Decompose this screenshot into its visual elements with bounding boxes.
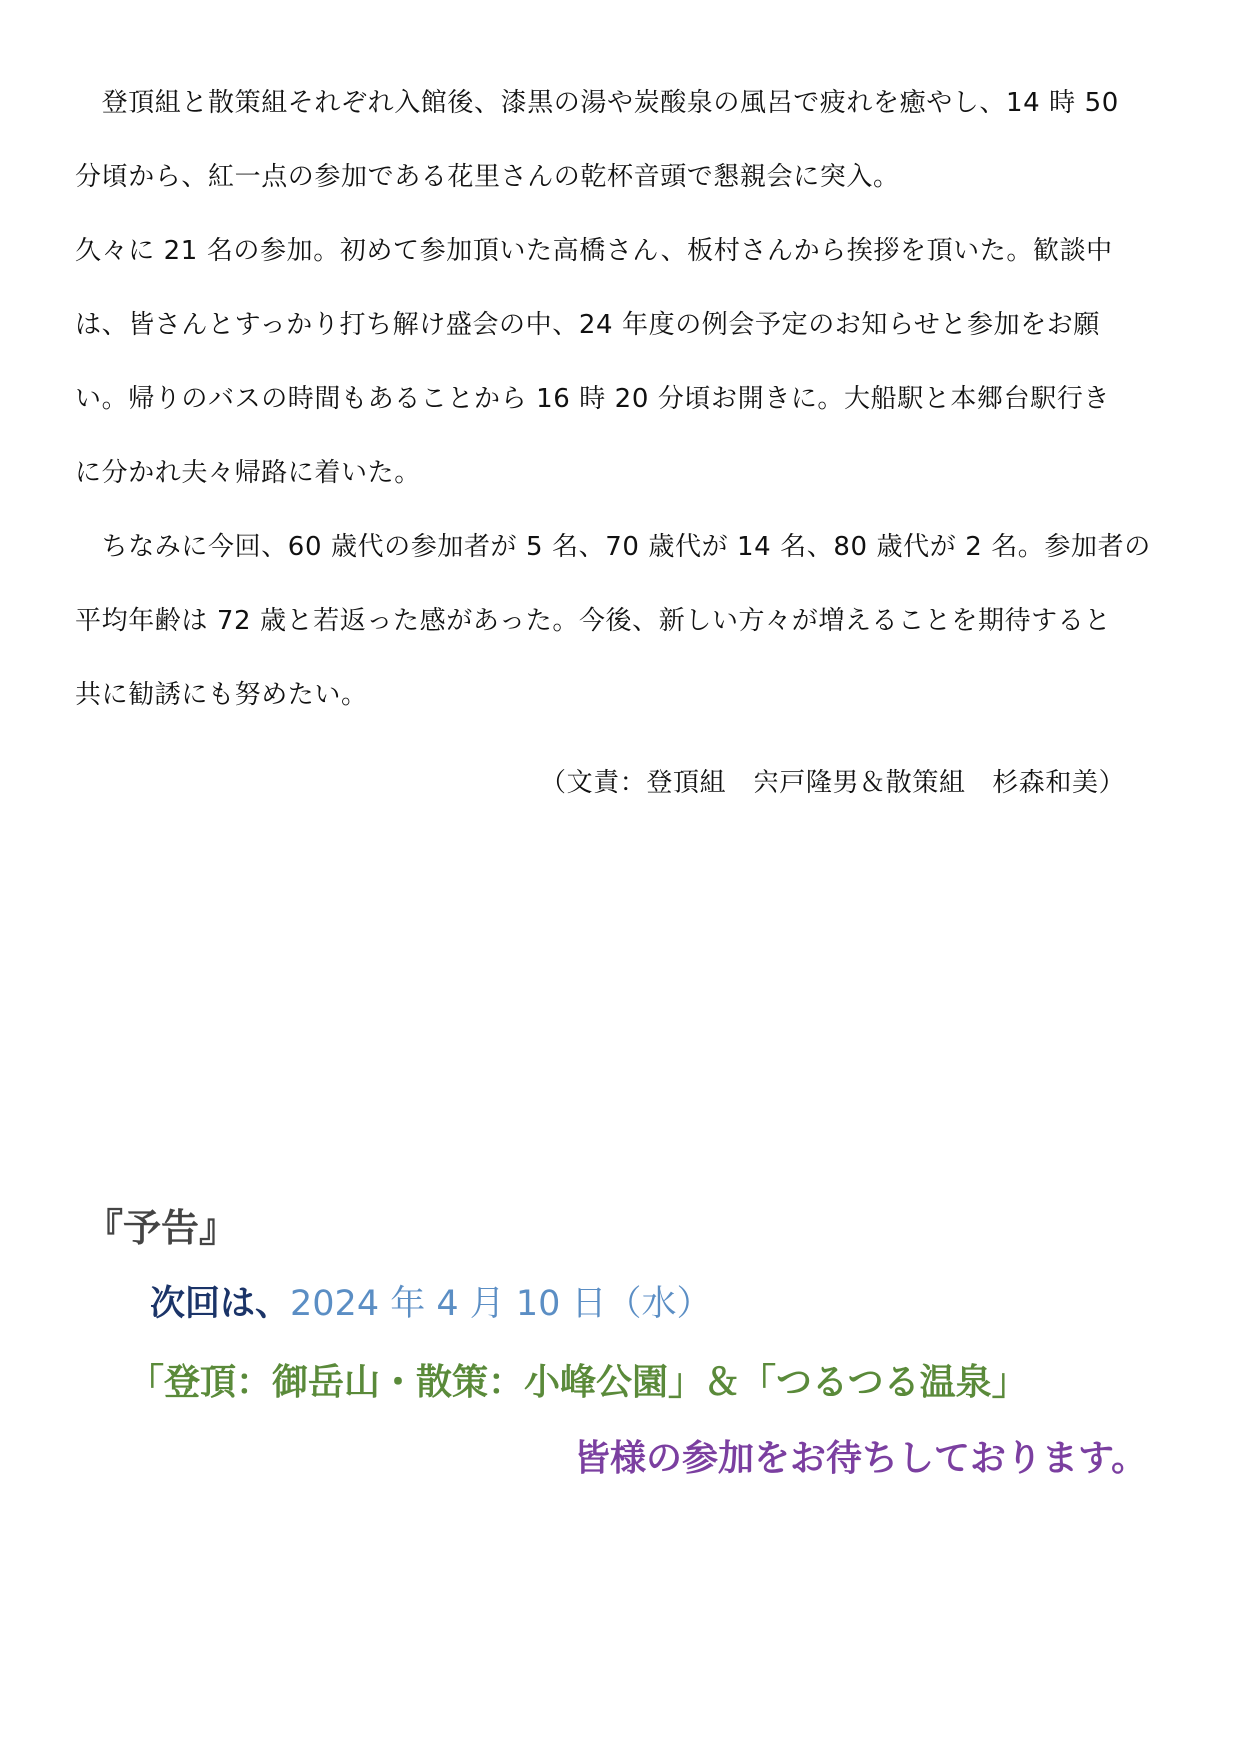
next-meeting-date-value: 2024 年 4 月 10 日（水） [290, 1284, 712, 1324]
next-meeting-lead: 次回は、 [150, 1284, 291, 1324]
next-meeting-date [150, 1283, 712, 1325]
report-line: 平均年齢は 72 歳と若返った感があった。今後、新しい方々が増えることを期待すると [75, 606, 1111, 636]
next-meeting-event: 「登頂：御岳山・散策：小峰公園」＆「つるつる温泉」 [128, 1362, 1028, 1403]
report-line: に分かれ夫々帰路に着いた。 [75, 458, 421, 488]
report-line: い。帰りのバスの時間もあることから 16 時 20 分頃お開きに。大船駅と本郷台駅行き [75, 384, 1111, 414]
report-line: 分頃から、紅一点の参加である花里さんの乾杯音頭で懇親会に突入。 [75, 162, 900, 192]
notice-title: 『予告』 [85, 1206, 238, 1250]
report-line: は、皆さんとすっかり打ち解け盛会の中、24 年度の例会予定のお知らせと参加をお願 [75, 310, 1101, 340]
invitation-message: 皆様の参加をお待ちしております。 [574, 1438, 1148, 1479]
author-credit: （文責：登頂組 宍戸隆男＆散策組 杉森和美） [540, 768, 1126, 798]
report-line: 登頂組と散策組それぞれ入館後、漆黒の湯や炭酸泉の風呂で疲れを癒やし、14 時 50 [75, 88, 1119, 118]
report-line: ちなみに今回、60 歳代の参加者が 5 名、70 歳代が 14 名、80 歳代が 2 名。参加者の [75, 532, 1151, 562]
report-line: 久々に 21 名の参加。初めて参加頂いた高橋さん、板村さんから挨拶を頂いた。歓談中 [75, 236, 1113, 266]
report-line: 共に勧誘にも努めたい。 [75, 680, 368, 710]
